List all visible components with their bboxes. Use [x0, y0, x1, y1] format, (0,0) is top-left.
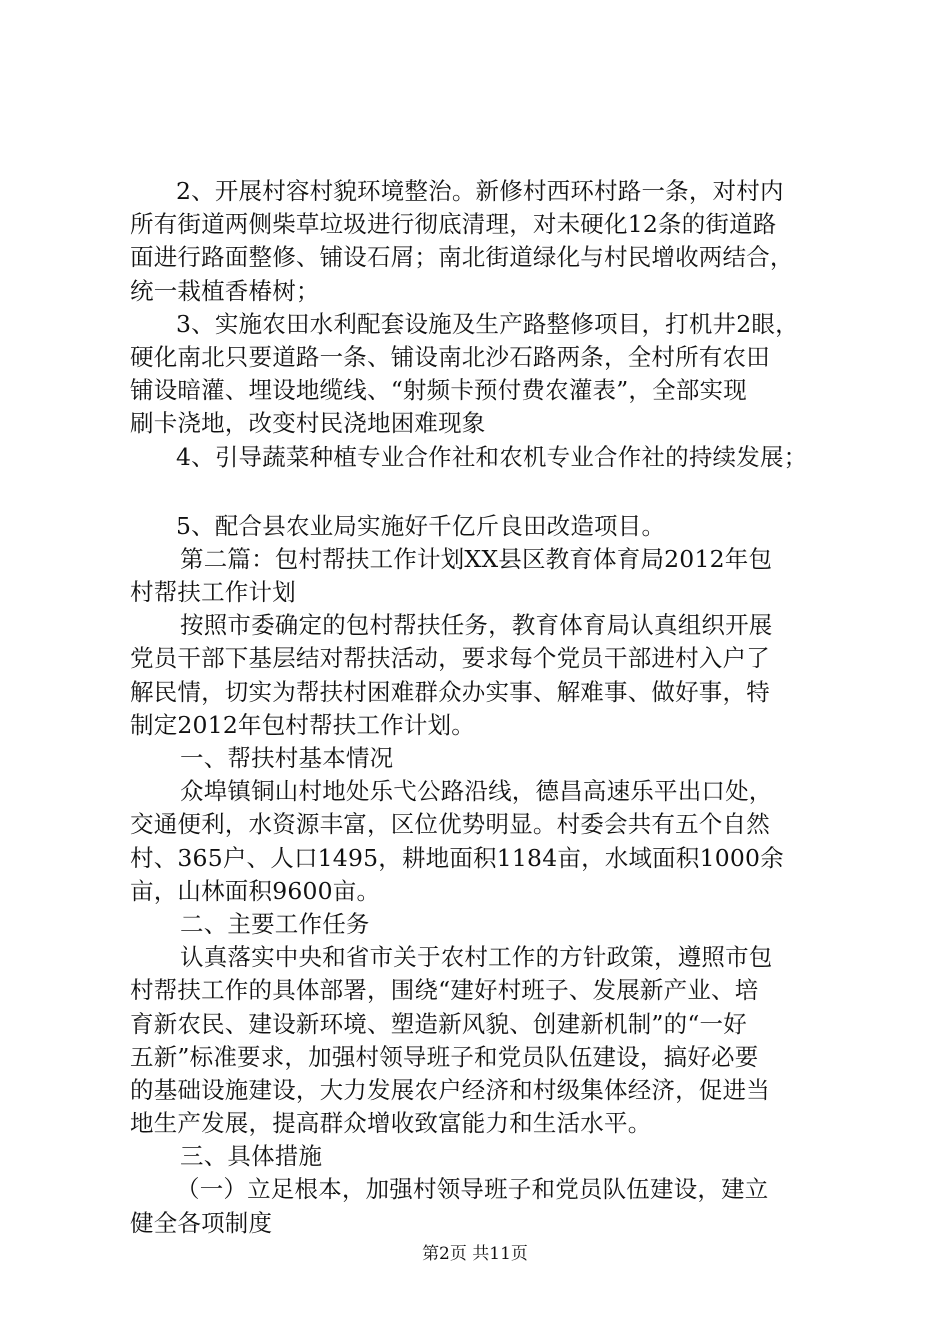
section-heading-line: 村帮扶工作计划 — [130, 578, 296, 607]
document-body — [130, 176, 850, 1241]
paragraph-line: 4、引导蔬菜种植专业合作社和农机专业合作社的持续发展； — [176, 442, 808, 471]
paragraph-gap — [130, 475, 850, 511]
paragraph-line: 制定2012年包村帮扶工作计划。 — [130, 710, 476, 739]
paragraph-line: 3、实施农田水利配套设施及生产路整修项目，打机井2眼， — [176, 309, 799, 338]
paragraph-line: 解民情，切实为帮扶村困难群众办实事、解难事、做好事，特 — [130, 677, 770, 706]
subheading-line: 三、具体措施 — [180, 1142, 323, 1171]
paragraph-line: 育新农民、建设新环境、塑造新风貌、创建新机制”的“一好 — [130, 1009, 747, 1038]
paragraph-line: 党员干部下基层结对帮扶活动，要求每个党员干部进村入户了 — [130, 644, 770, 673]
paragraph-line: 的基础设施建设，大力发展农户经济和村级集体经济，促进当 — [130, 1075, 770, 1104]
paragraph-line: 5、配合县农业局实施好千亿斤良田改造项目。 — [176, 511, 666, 540]
paragraph-line: 2、开展村容村貌环境整治。新修村西环村路一条，对村内 — [176, 177, 784, 205]
subheading-line: 二、主要工作任务 — [180, 909, 370, 938]
paragraph-line: 亩，山林面积9600亩。 — [130, 876, 381, 905]
paragraph-line: 统一栽植香椿树； — [130, 276, 320, 305]
paragraph-line: 健全各项制度 — [130, 1208, 273, 1237]
paragraph-line: 所有街道两侧柴草垃圾进行彻底清理，对未硬化12条的街道路 — [130, 210, 777, 239]
section-heading-line: 第二篇：包村帮扶工作计划XX县区教育体育局2012年包 — [180, 544, 773, 573]
paragraph-line: 村、365户、人口1495，耕地面积1184亩，水域面积1000余 — [130, 843, 784, 872]
paragraph-line: （一）立足根本，加强村领导班子和党员队伍建设，建立 — [176, 1175, 769, 1204]
paragraph-line: 认真落实中央和省市关于农村工作的方针政策，遵照市包 — [180, 943, 773, 972]
paragraph-line: 按照市委确定的包村帮扶任务，教育体育局认真组织开展 — [180, 611, 773, 640]
paragraph-line: 五新”标准要求，加强村领导班子和党员队伍建设，搞好必要 — [130, 1042, 759, 1071]
paragraph-line: 面进行路面整修、铺设石屑；南北街道绿化与村民增收两结合， — [130, 243, 794, 272]
subheading-line: 一、帮扶村基本情况 — [180, 744, 394, 772]
paragraph-line: 地生产发展，提高群众增收致富能力和生活水平。 — [130, 1109, 652, 1138]
paragraph-line: 刷卡浇地，改变村民浇地困难现象 — [130, 409, 486, 438]
paragraph-line: 铺设暗灌、埋设地缆线、“射频卡预付费农灌表”，全部实现 — [130, 376, 747, 405]
paragraph-line: 交通便利，水资源丰富，区位优势明显。村委会共有五个自然 — [130, 810, 770, 839]
paragraph-line: 众埠镇铜山村地处乐弋公路沿线，德昌高速乐平出口处， — [180, 777, 773, 806]
page-number-footer: 第2页 共11页 — [422, 1244, 528, 1264]
paragraph-line: 村帮扶工作的具体部署，围绕“建好村班子、发展新产业、培 — [130, 976, 759, 1005]
paragraph-line: 硬化南北只要道路一条、铺设南北沙石路两条，全村所有农田 — [130, 342, 770, 371]
